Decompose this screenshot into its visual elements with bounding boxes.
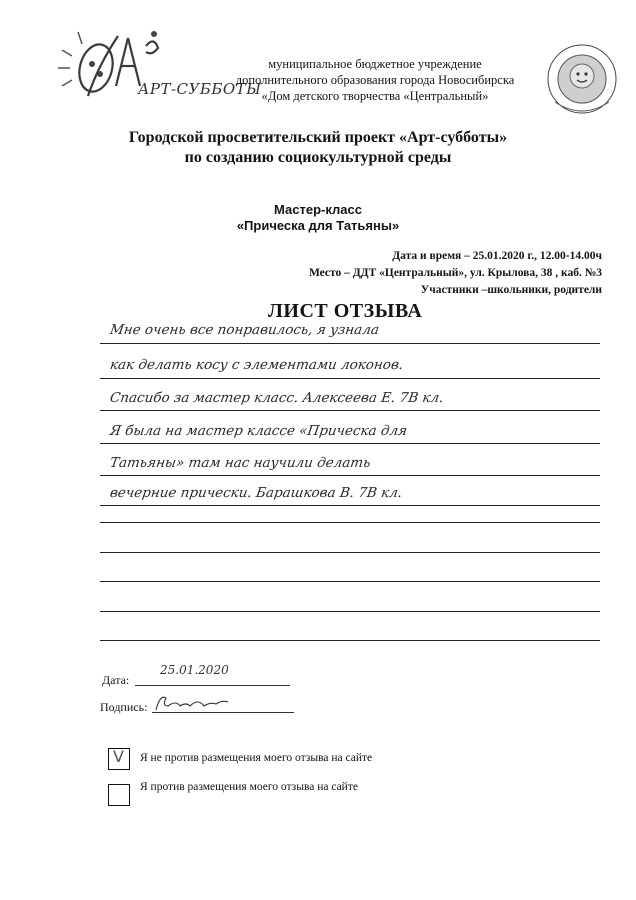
ruled-line — [100, 522, 600, 523]
event-place: Место – ДДТ «Центральный», ул. Крылова, 38 , каб. №3 — [308, 267, 602, 279]
feedback-line-4: Я была на мастер классе «Прическа для — [108, 423, 409, 439]
ruled-line — [100, 475, 600, 476]
ruled-line — [100, 410, 600, 411]
feedback-line-1: Мне очень все понравилось, я узнала — [108, 322, 381, 338]
ruled-line — [100, 443, 600, 444]
ruled-line — [100, 640, 600, 641]
consent-disagree-checkbox[interactable] — [108, 784, 130, 806]
date-field-line — [135, 685, 290, 686]
feedback-line-2: как делать косу с элементами локонов. — [108, 357, 405, 373]
logo-name: АРТ-СУББОТЫ — [138, 80, 262, 98]
consent-disagree-label: Я против размещения моего отзыва на сайте — [140, 781, 358, 793]
event-datetime: Дата и время – 25.01.2020 г., 12.00-14.00ч — [392, 250, 602, 262]
feedback-line-5: Татьяны» там нас научили делать — [108, 455, 372, 471]
ddt-seal-logo — [545, 42, 620, 117]
event-info — [242, 248, 602, 299]
feedback-line-6: вечерние прически. Барашкова В. 7В кл. — [108, 485, 404, 501]
date-value: 25.01.2020 — [160, 663, 229, 677]
ruled-line — [100, 378, 600, 379]
project-line-1: Городской просветительский проект «Арт-субботы» — [128, 129, 508, 146]
org-line-3: «Дом детского творчества «Центральный» — [261, 89, 489, 103]
masterclass-label: Мастер-класс — [274, 202, 362, 217]
project-title — [80, 128, 556, 168]
masterclass-name: «Прическа для Татьяны» — [236, 218, 400, 233]
consent-agree-checkbox[interactable] — [108, 748, 130, 770]
ruled-line — [100, 505, 600, 506]
event-participants: Участники –школьники, родители — [420, 284, 602, 296]
date-label: Дата: — [102, 673, 130, 687]
masterclass-title — [218, 202, 418, 234]
ruled-line — [100, 581, 600, 582]
ruled-line — [100, 611, 600, 612]
feedback-sheet-title: ЛИСТ ОТЗЫВА — [268, 300, 423, 322]
organization-header — [225, 56, 525, 104]
org-line-1: муниципальное бюджетное учреждение — [268, 57, 482, 71]
consent-agree-label: Я не против размещения моего отзыва на сайте — [140, 752, 373, 764]
signature-label: Подпись: — [100, 700, 148, 714]
org-line-2: дополнительного образования города Новосибирска — [235, 73, 515, 87]
ruled-line — [100, 552, 600, 553]
check-mark: V — [113, 747, 124, 766]
signature-field-line — [152, 712, 294, 713]
ruled-line — [100, 343, 600, 344]
project-line-2: по созданию социокультурной среды — [184, 149, 452, 166]
feedback-line-3: Спасибо за мастер класс. Алексеева Е. 7В кл. — [108, 390, 445, 406]
